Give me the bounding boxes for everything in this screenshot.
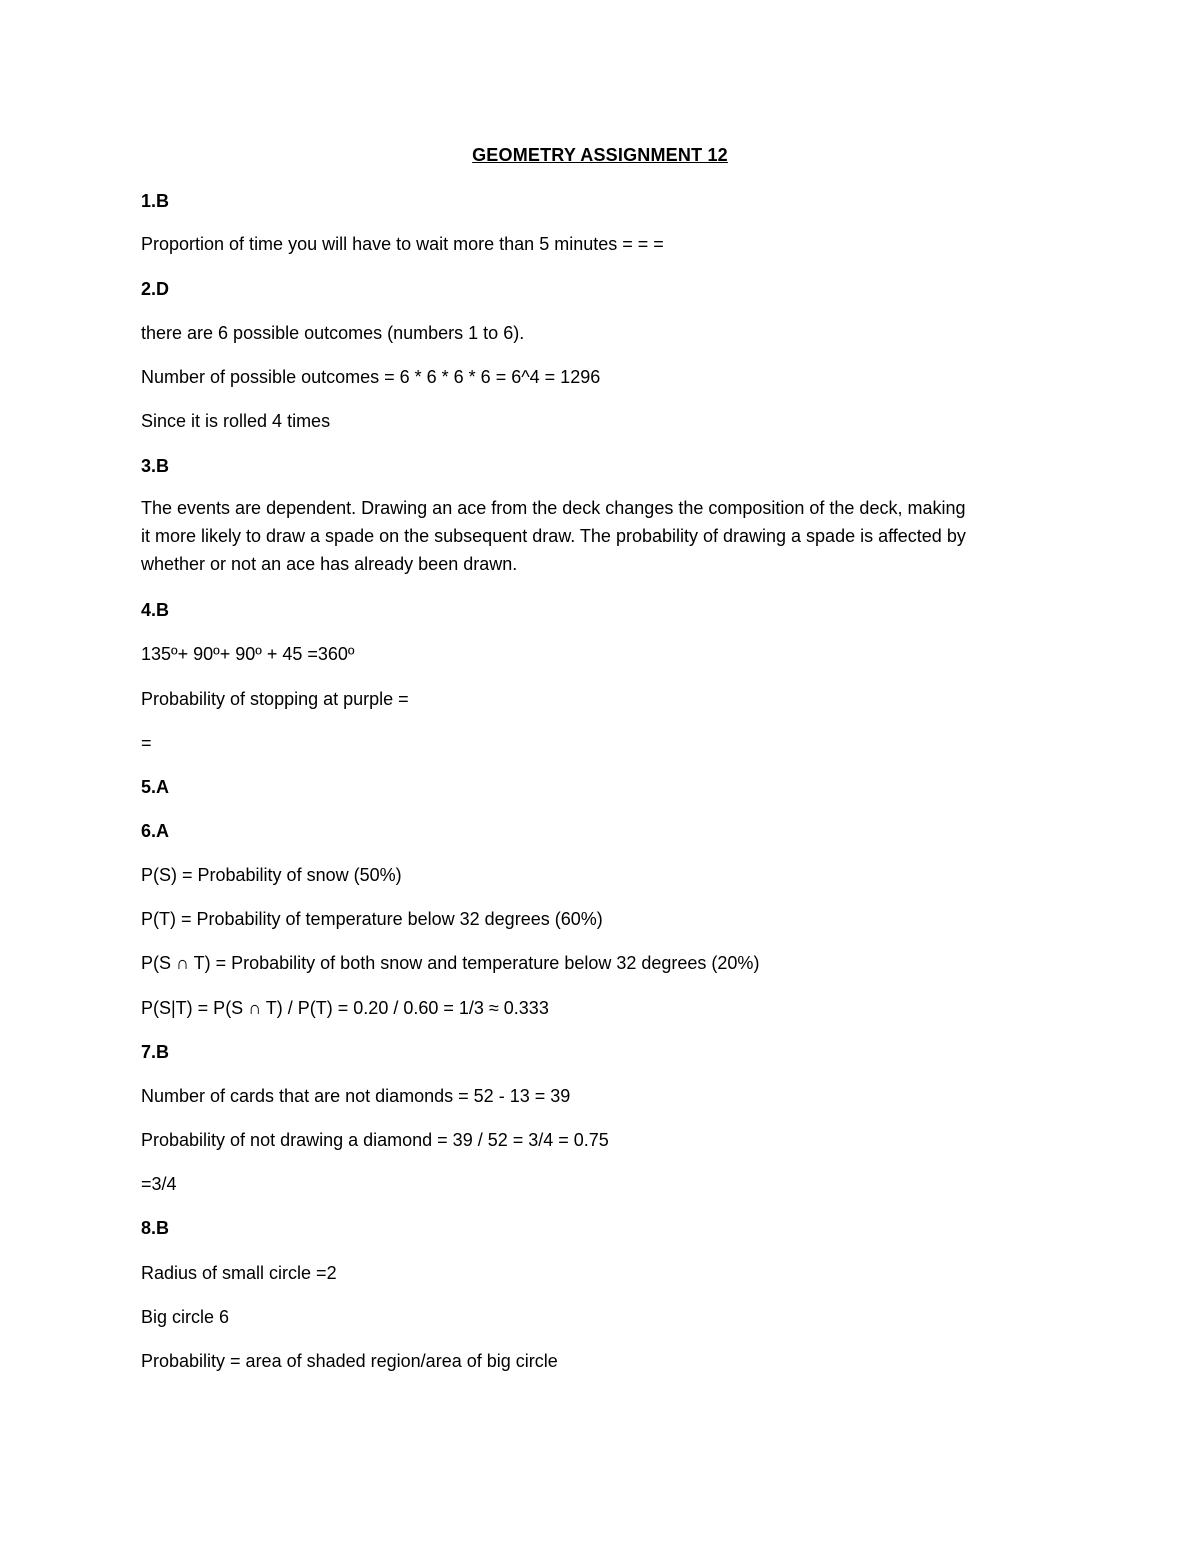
q7-line-2: Probability of not drawing a diamond = 39 / 52 = 3/4 = 0.75	[141, 1130, 609, 1150]
q3-paragraph-line-2: it more likely to draw a spade on the subsequent draw. The probability of drawing a spade is affected by	[141, 526, 966, 546]
answer-1: 1.B	[141, 191, 170, 211]
q3-paragraph	[141, 494, 1061, 578]
q3-paragraph-line-1: The events are dependent. Drawing an ace from the deck changes the composition of the deck, making	[141, 498, 966, 518]
q6-line-1: P(S) = Probability of snow (50%)	[141, 865, 402, 885]
answer-6: 6.A	[141, 821, 170, 841]
q1-line-1: Proportion of time you will have to wait more than 5 minutes = = =	[141, 234, 664, 254]
answer-4: 4.B	[141, 600, 170, 620]
answer-3: 3.B	[141, 456, 170, 476]
answer-2: 2.D	[141, 279, 170, 299]
q8-line-3: Probability = area of shaded region/area of big circle	[141, 1351, 558, 1371]
q7-line-1: Number of cards that are not diamonds = 52 - 13 = 39	[141, 1086, 571, 1106]
q4-line-3: =	[141, 733, 152, 753]
q6-line-2: P(T) = Probability of temperature below 32 degrees (60%)	[141, 909, 603, 929]
q2-line-2: Number of possible outcomes = 6 * 6 * 6 * 6 = 6^4 = 1296	[141, 367, 601, 387]
q3-paragraph-line-3: whether or not an ace has already been drawn.	[141, 554, 518, 574]
q4-line-2: Probability of stopping at purple =	[141, 689, 409, 709]
q6-line-4: P(S|T) = P(S ∩ T) / P(T) = 0.20 / 0.60 = 1/3 ≈ 0.333	[141, 998, 549, 1018]
page-title: GEOMETRY ASSIGNMENT 12	[472, 145, 728, 165]
answer-8: 8.B	[141, 1218, 170, 1238]
q6-line-3: P(S ∩ T) = Probability of both snow and temperature below 32 degrees (20%)	[141, 953, 760, 973]
q8-line-2: Big circle 6	[141, 1307, 230, 1327]
answer-5: 5.A	[141, 777, 170, 797]
q2-line-1: there are 6 possible outcomes (numbers 1 to 6).	[141, 323, 525, 343]
q7-line-3: =3/4	[141, 1174, 177, 1194]
answer-7: 7.B	[141, 1042, 170, 1062]
q2-line-3: Since it is rolled 4 times	[141, 411, 331, 431]
q8-line-1: Radius of small circle =2	[141, 1263, 337, 1283]
q4-line-1: 135º+ 90º+ 90º + 45 =360º	[141, 644, 355, 664]
